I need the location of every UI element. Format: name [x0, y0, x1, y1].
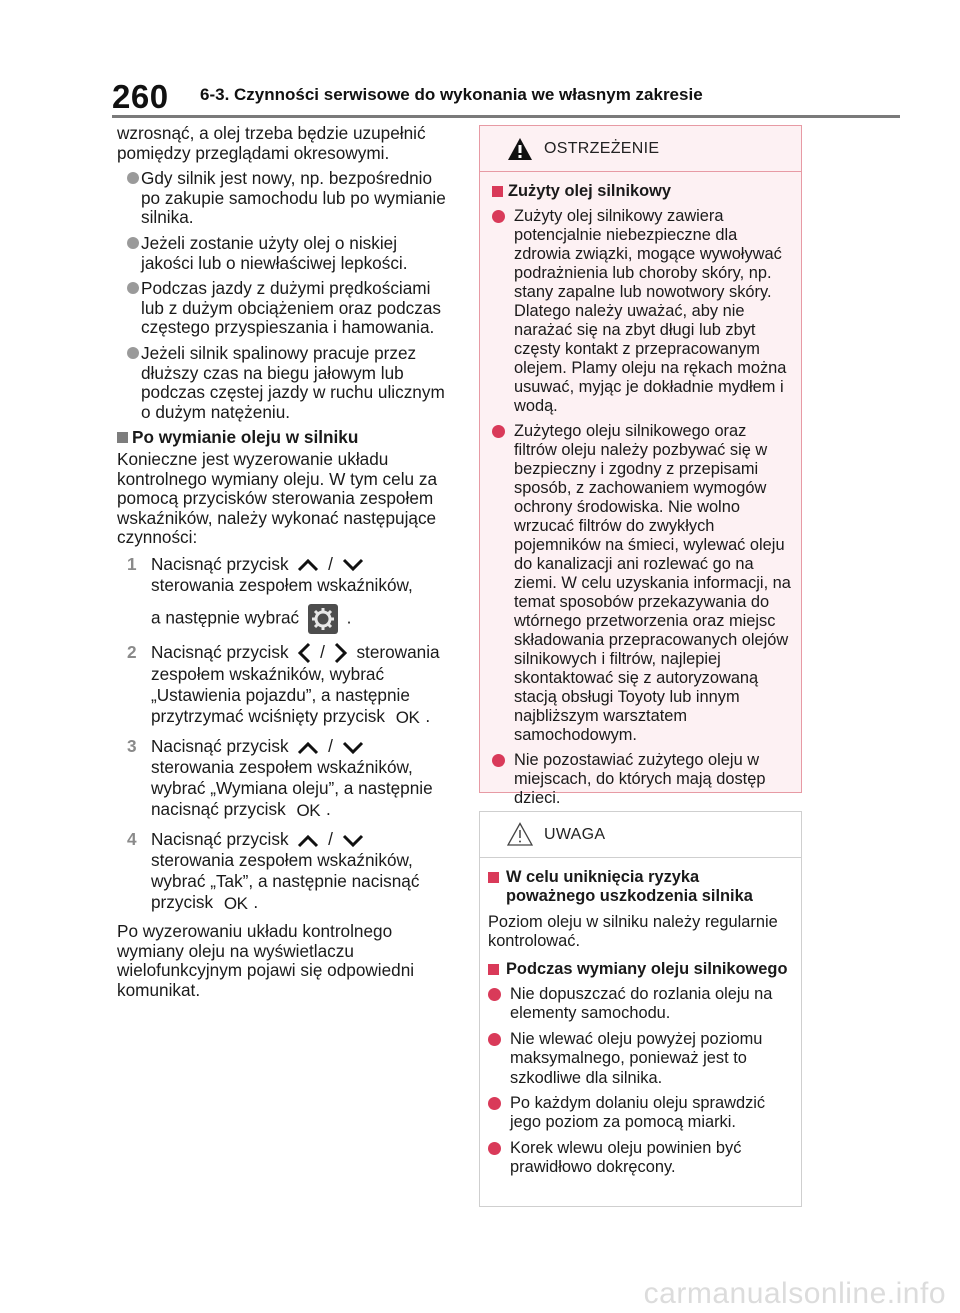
bullet-dot-icon — [488, 1142, 501, 1155]
up-chevron-icon — [297, 558, 319, 572]
down-chevron-icon — [342, 741, 364, 755]
bullet-dot-icon — [127, 282, 139, 294]
up-chevron-icon — [297, 834, 319, 848]
step-4: 4 Nacisnąć przycisk / sterowania zespołem wskaźników, wybrać „Tak”, a następnie nacisnąć przycisk OK . — [127, 829, 420, 914]
warning-box — [479, 125, 802, 807]
closing-text: Po wyzerowaniu układu kontrolnego wymiany oleju na wyświetlaczu wielofunkcyjnym pojawi się odpowiedni komunikat. — [117, 921, 415, 1000]
list-item: Podczas jazdy z dużymi prędkościami lub z dużym obciążeniem oraz podczas częstego przyspieszania i hamowania. — [117, 279, 452, 338]
caution-section-heading: W celu uniknięcia ryzyka poważnego uszkodzenia silnika — [488, 868, 791, 907]
intro-text: wzrosnąć, a olej trzeba będzie uzupełnić pomiędzy przeglądami okresowymi. — [117, 123, 426, 163]
list-item: Gdy silnik jest nowy, np. bezpośrednio po zakupie samochodu lub po wymianie silnika. — [117, 169, 452, 228]
left-chevron-icon — [297, 642, 311, 664]
bullet-dot-icon — [127, 347, 139, 359]
step-number: 2 — [127, 641, 137, 662]
list-item: Zużytego oleju silnikowego oraz filtrów oleju należy pozbywać się w bezpieczny i zgodny z przepisami sposób, z zachowaniem wymogów ochrony środowiska. Nie wolno wrzucać filtrów do zwykłych pojemników na śmieci, wylewać oleju do kanalizacji ani rozlewać go na ziemi. W celu uzyskania informacji, na temat sposobów przekazywania do wtórnego przetworzenia oraz miejsc składowania przepracowanych olejów silnikowych i filtrów, najlepiej skontaktować się z autoryzowaną stacją obsługi Toyoty lub innym najbliższym warsztatem samochodowym. — [492, 422, 791, 745]
ok-button-icon: OK — [223, 894, 248, 914]
page-number: 260 — [112, 78, 169, 115]
down-chevron-icon — [342, 834, 364, 848]
bullet-dot-icon — [492, 425, 505, 438]
section-text: Konieczne jest wyzerowanie układu kontrolnego wymiany oleju. W tym celu za pomocą przycisków sterowania zespołem wskaźników, należy wykonać następujące czynności: — [117, 448, 438, 548]
list-item: Nie dopuszczać do rozlania oleju na elementy samochodu. — [488, 985, 791, 1024]
chapter-title: 6-3. Czynności serwisowe do wykonania we własnym zakresie — [200, 85, 703, 104]
page-header — [112, 78, 902, 118]
warning-header — [480, 126, 801, 172]
bullet-dot-icon — [127, 237, 139, 249]
caution-text: Poziom oleju w silniku należy regularnie kontrolować. — [488, 912, 778, 951]
step-number: 4 — [127, 829, 137, 850]
warning-title: OSTRZEŻENIE — [544, 140, 660, 157]
bullet-dot-icon — [492, 754, 505, 767]
caution-box — [479, 811, 802, 1207]
warning-triangle-icon — [507, 137, 533, 161]
square-marker-icon — [488, 964, 499, 975]
section-heading: Po wymianie oleju w silniku — [117, 428, 452, 448]
caution-title: UWAGA — [544, 826, 606, 843]
step-number: 1 — [127, 553, 137, 574]
square-marker-icon — [492, 186, 503, 197]
square-marker-icon — [117, 432, 128, 443]
list-item: Po każdym dolaniu oleju sprawdzić jego poziom za pomocą miarki. — [488, 1094, 791, 1133]
step-1: 1 Nacisnąć przycisk / sterowania zespołem wskaźników, a następnie wybrać . — [117, 554, 452, 634]
ok-button-icon: OK — [395, 708, 420, 728]
caution-triangle-icon — [507, 822, 533, 846]
bullet-dot-icon — [492, 210, 505, 223]
caution-section-heading: Podczas wymiany oleju silnikowego — [488, 960, 791, 979]
caution-header — [480, 812, 801, 858]
header-rule — [112, 115, 900, 118]
watermark: carmanualsonline.info — [643, 1277, 946, 1310]
right-chevron-icon — [334, 642, 348, 664]
left-column — [117, 124, 452, 1007]
ok-button-icon: OK — [296, 801, 321, 821]
settings-gear-icon — [308, 604, 338, 634]
warning-section-heading: Zużyty olej silnikowy — [492, 182, 791, 201]
down-chevron-icon — [342, 558, 364, 572]
square-marker-icon — [488, 872, 499, 883]
list-item: Jeżeli zostanie użyty olej o niskiej jakości lub o niewłaściwej lepkości. — [117, 234, 452, 273]
list-item: Korek wlewu oleju powinien być prawidłowo dokręcony. — [488, 1139, 791, 1178]
bullet-dot-icon — [127, 172, 139, 184]
step-2: 2 Nacisnąć przycisk / sterowania zespołem wskaźników, wybrać „Ustawienia pojazdu”, a następnie przytrzymać wciśnięty przycisk OK . — [127, 641, 440, 728]
up-chevron-icon — [297, 741, 319, 755]
list-item: Zużyty olej silnikowy zawiera potencjalnie niebezpieczne dla zdrowia związki, mogące wywoływać podrażnienia lub choroby skóry, np. stany zapalne lub nowotwory skóry. Dlatego należy uważać, aby nie narażać się na zbyt długi lub zbyt częsty kontakt z przepracowanym olejem. Plamy oleju na rękach można usuwać, myjąc je dokładnie mydłem i wodą. — [492, 207, 791, 416]
bullet-dot-icon — [488, 1097, 501, 1110]
bullet-dot-icon — [488, 1033, 501, 1046]
bullet-dot-icon — [488, 988, 501, 1001]
list-item: Nie pozostawiać zużytego oleju w miejscach, do których mają dostęp dzieci. — [492, 751, 791, 808]
step-number: 3 — [127, 736, 137, 757]
list-item: Jeżeli silnik spalinowy pracuje przez dłuższy czas na biegu jałowym lub podczas częstej jazdy w ruchu ulicznym o dużym natężeniu. — [117, 344, 452, 422]
step-3: 3 Nacisnąć przycisk / sterowania zespołem wskaźników, wybrać „Wymiana oleju”, a następnie nacisnąć przycisk OK . — [127, 736, 433, 821]
list-item: Nie wlewać oleju powyżej poziomu maksymalnego, ponieważ jest to szkodliwe dla silnika. — [488, 1030, 791, 1088]
